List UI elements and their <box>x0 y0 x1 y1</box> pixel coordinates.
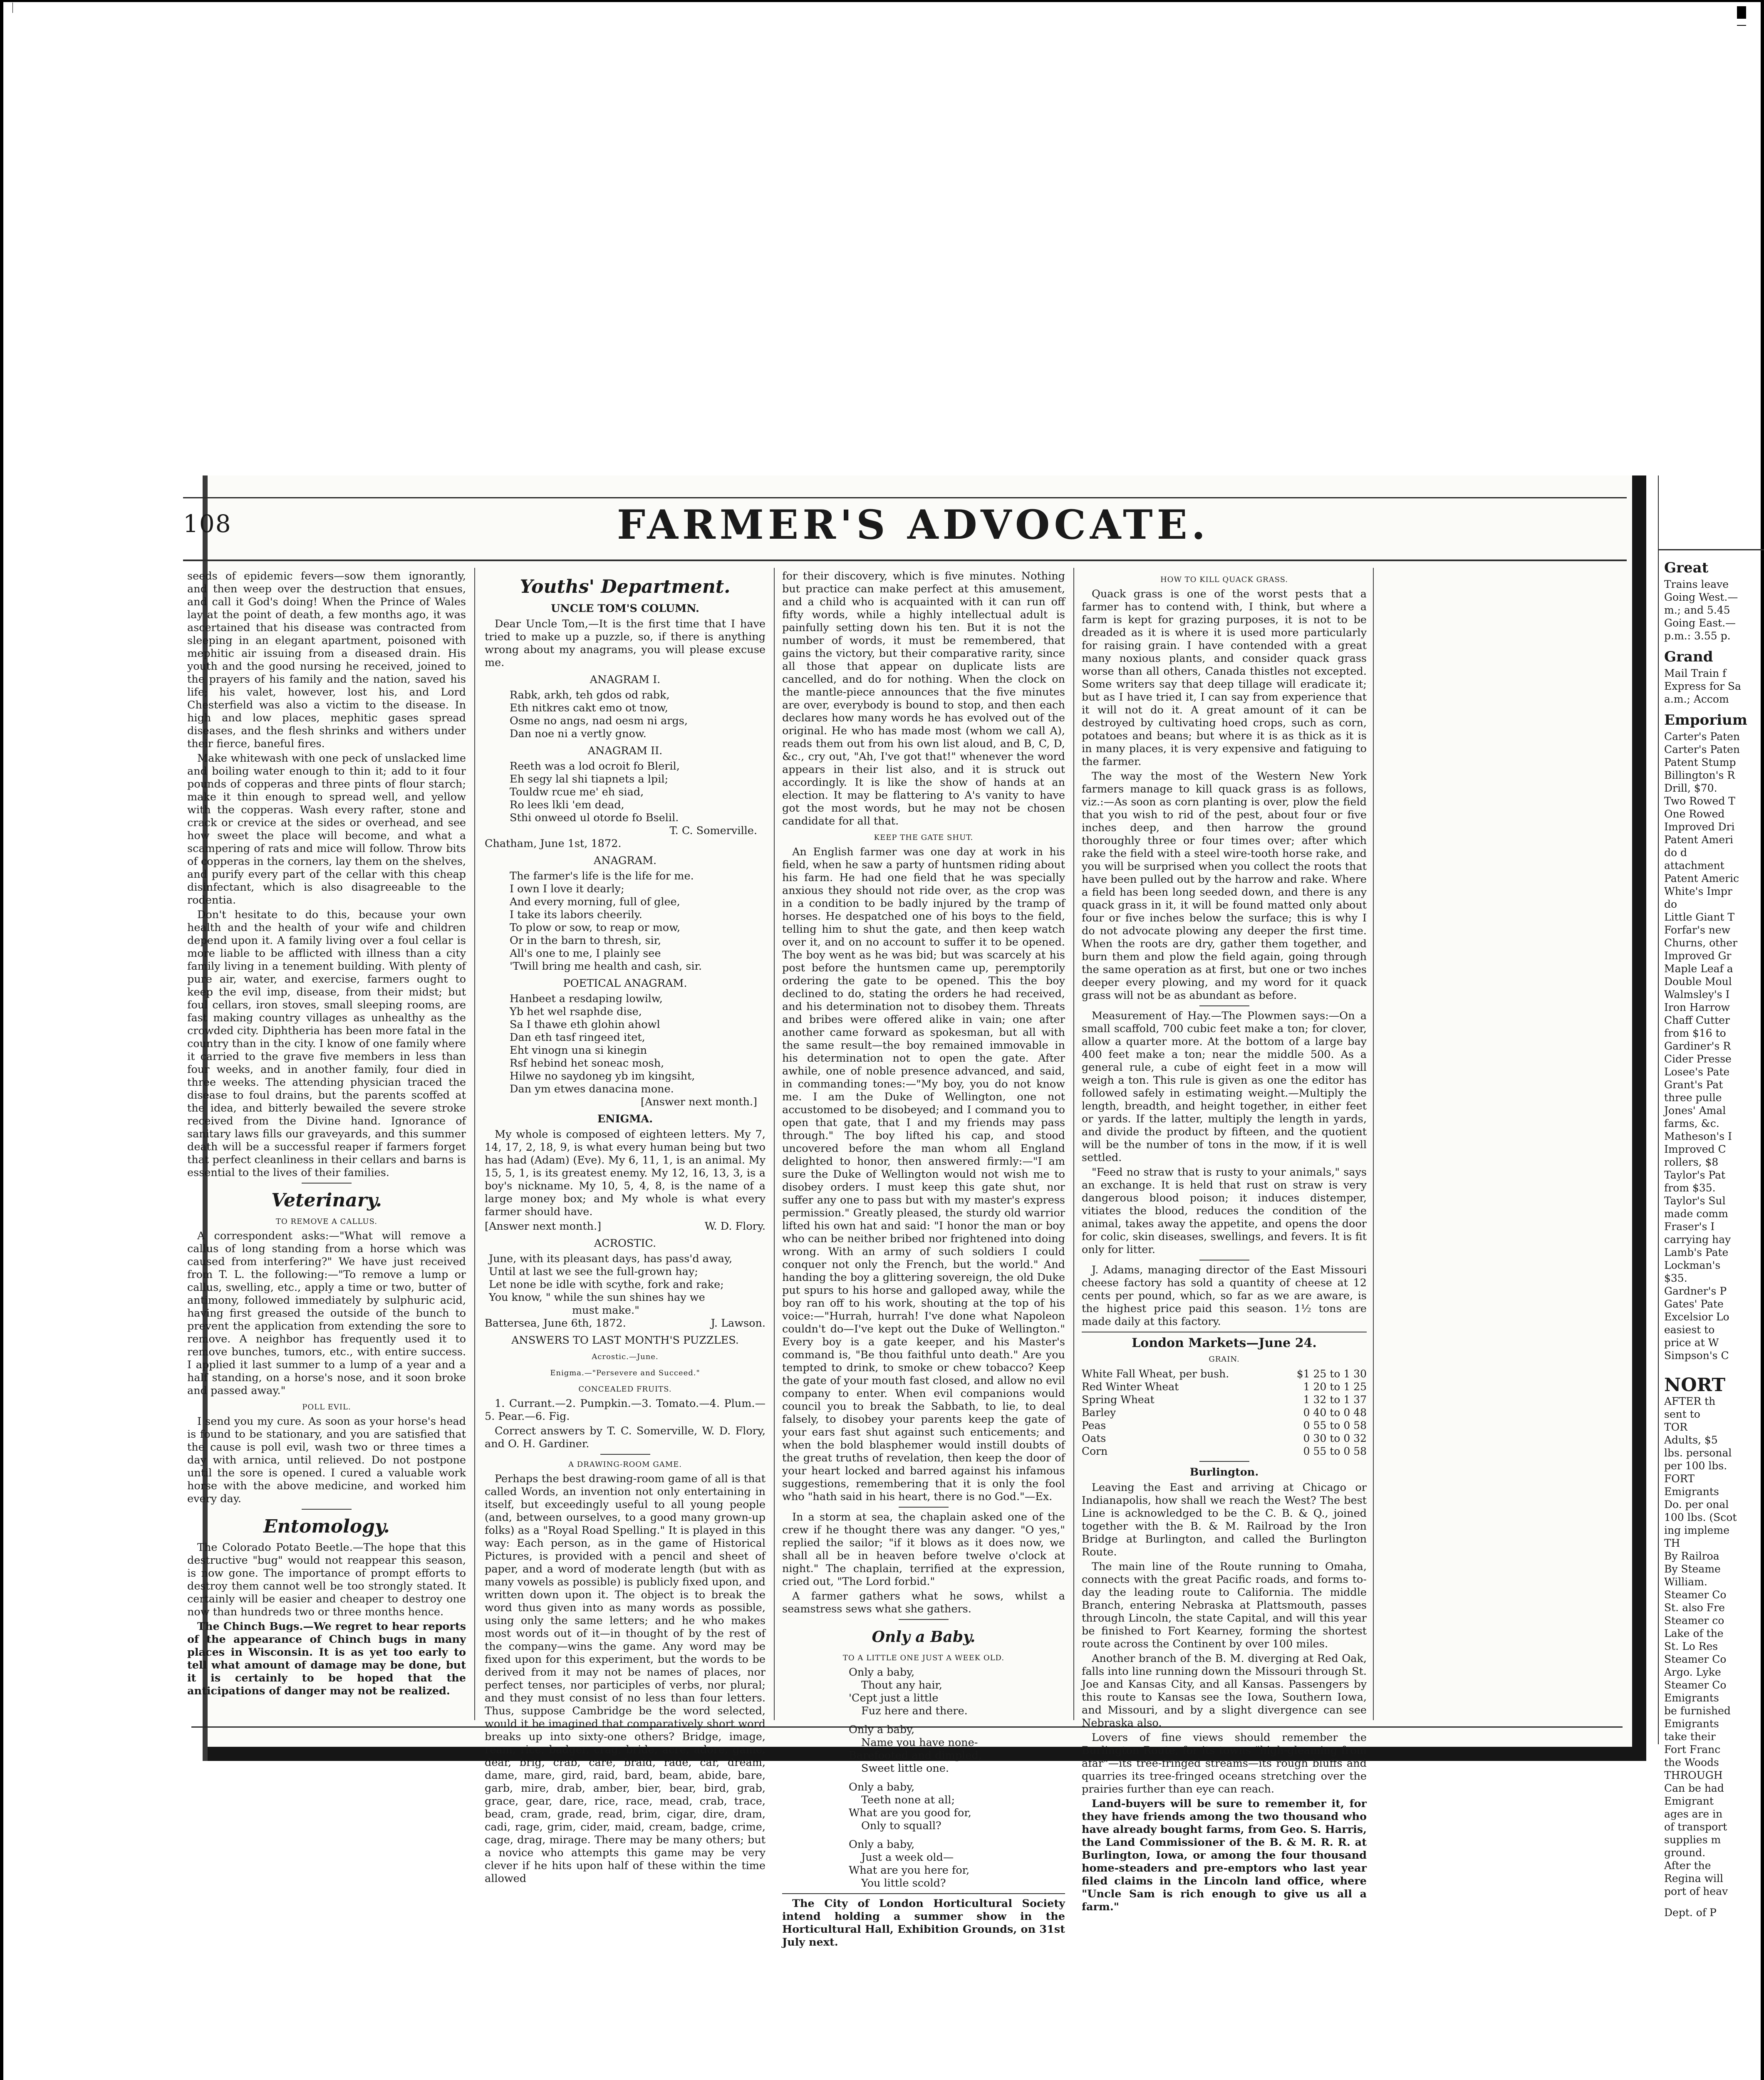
quack-grass-p2: The way the most of the Western New York farmers manage to kill quack grass is as follows, viz.:—As soon as corn planting is over, plow the field that you wish to rid of the pest, about four or five inches deep, and then harrow the ground thoroughly three or four times over; after which rake the field with a steel wire-tooth horse rake, and you will be surprised when you collect the roots that have been pulled out by the harrow and rake. Where a field has been long seeded down, and there is any quack grass in it, it will be found matted only about four or five inches below the surface; this is why I do not advocate plowing any deeper the first time. When the roots are dry, gather them together, and burn them and plow the field again, going through the same operation as at first, but one or two inches deeper every plowing, and my word for it quack grass will not be as abundant as before. <box>1082 770 1367 1002</box>
verse-line: Only a baby, <box>849 1723 915 1736</box>
keep-the-gate-shut-heading: KEEP THE GATE SHUT. <box>874 833 974 842</box>
fragment-line: Improved C <box>1664 1143 1726 1155</box>
fragment-line: p.m.: 3.55 p. <box>1664 630 1731 642</box>
market-prices-table <box>1082 1367 1367 1458</box>
fragment-line: Steamer Co <box>1664 1679 1727 1691</box>
burlington-p2: The main line of the Route running to Omaha, connects with the great Pacific roads, and forms to-day the leading route to California. The middle Branch, entering Nebraska at Plattsmouth, passes through Lincoln, the state Capital, and will this year be finished to Fort Kearney, forming the shortest route across the Continent by over 100 miles. <box>1082 1560 1367 1650</box>
fragment-line: St. also Fre <box>1664 1602 1725 1614</box>
verse-line: Reeth was a lod ocroit fo Bleril, <box>510 760 680 773</box>
acrostic <box>485 1253 766 1317</box>
registration-mark-top-right2 <box>1737 25 1746 26</box>
grain-heading: GRAIN. <box>1209 1355 1240 1364</box>
fragment-footer: Dept. of P <box>1664 1907 1717 1919</box>
answer-note: [Answer next month.] <box>485 1220 602 1233</box>
answer-enigma: Enigma.—"Persevere and Succeed." <box>550 1369 700 1377</box>
table-row <box>1082 1406 1367 1419</box>
enigma-signature <box>485 1220 766 1233</box>
verse-line: Barefooted and dimpled, <box>849 1749 982 1762</box>
fragment-line: Taylor's Pat <box>1664 1169 1726 1181</box>
concealed-fruits-answers: 1. Currant.—2. Pumpkin.—3. Tomato.—4. Plum.—5. Pear.—6. Fig. <box>485 1397 766 1423</box>
fragment-line: from $35. <box>1664 1182 1716 1194</box>
fragment-line: By Steame <box>1664 1563 1721 1575</box>
fragment-line: do d <box>1664 847 1687 859</box>
article-sanitation-p3: Don't hesitate to do this, because your own health and the health of your wife and children depend upon it. A family living over a foul cellar is more liable to be afflicted with illness than a city family living in a tenement building. With plenty of pure air, water, and exercise, farmers ought to keep the evil imp, disease, from their midst; but foul cellars, iron stoves, small sleeping rooms, are fast making country villages as unhealthy as the crowded city. Diphtheria has been more fatal in the country than in the city. I know of one family where it carried to the grave five members in less than four weeks, and in another family, four died in three weeks. The attending physician traced the disease to foul drains, but the parents scoffed at the idea, and bitterly bewailed the severe stroke received from the Divine hand. Ignorance of sanitary laws fills our graveyards, and this summer death will be a successful reaper if farmers forget that perfect cleanliness in their cellars and barns is essential to the lives of their families. <box>187 909 466 1179</box>
fragment-line: William. <box>1664 1576 1707 1588</box>
facing-heading: Emporium <box>1664 712 1747 728</box>
entomology-heading: Entomology. <box>263 1516 390 1537</box>
fragment-line: Emigrant <box>1664 1795 1714 1807</box>
market-price: 0 55 to 0 58 <box>1303 1445 1367 1457</box>
column-3 <box>782 570 1065 1949</box>
fragment-line: Fort Franc <box>1664 1743 1721 1756</box>
masthead-rule-top <box>183 497 1627 498</box>
fragment-line: THROUGH <box>1664 1769 1723 1781</box>
fragment-line: By Railroa <box>1664 1550 1719 1562</box>
fragment-line: Cider Presse <box>1664 1053 1732 1065</box>
verse-line: Teeth none at all; <box>861 1794 955 1806</box>
correct-answers: Correct answers by T. C. Somerville, W. D. Flory, and O. H. Gardiner. <box>485 1425 766 1450</box>
signature: J. Lawson. <box>711 1317 766 1330</box>
fragment-line: supplies m <box>1664 1834 1721 1846</box>
fragment-line: Iron Harrow <box>1664 1001 1730 1013</box>
burlington-p5: Land-buyers will be sure to remember it, for they have friends among the two thousand who have already bought farms, from Geo. S. Harris, the Land Commissioner of the B. & M. R. R. at Burlington, Iowa, or among the four thousand home-steaders and pre-emptors who last year filed claims in the Lincoln land office, where "Uncle Sam is rich enough to give us all a farm." <box>1082 1798 1367 1913</box>
fragment-line: Jones' Amal <box>1664 1104 1726 1117</box>
verse-line: Only a baby, <box>849 1666 915 1679</box>
verse-line: Just a week old— <box>861 1851 954 1864</box>
fragment-line: m.; and 5.45 <box>1664 604 1730 616</box>
burlington-p3: Another branch of the B. M. diverging at Red Oak, falls into line running down the Missouri through St. Joe and Kansas City, and all Kansas. Passengers by this route to Kansas see the Iowa, Southern Iowa, and Missouri, and by a slight divergence can see Nebraska also. <box>1082 1652 1367 1729</box>
rusty-straw: "Feed no straw that is rusty to your animals," says an exchange. It is held that rust on straw is very dangerous blood poison; it induces distemper, vitiates the blood, reduces the condition of the animal, takes away the appetite, and opens the door for colic, skin diseases, swellings, and fevers. It is fit only for litter. <box>1082 1166 1367 1256</box>
puzzle-intro: Dear Uncle Tom,—It is the first time that I have tried to make up a puzzle, so, if there is anything wrong about my anagrams, you will please excuse me. <box>485 618 766 669</box>
only-a-baby-subheading: TO A LITTLE ONE JUST A WEEK OLD. <box>842 1654 1005 1662</box>
verse-line: I take its labors cheerily. <box>510 909 642 921</box>
fragment-line: Forfar's new <box>1664 924 1731 936</box>
fragment-line: attachment <box>1664 859 1724 872</box>
veterinary-heading: Veterinary. <box>271 1190 382 1211</box>
fragment-line: Carter's Paten <box>1664 743 1740 755</box>
keep-the-gate-shut-text: An English farmer was one day at work in his field, when he saw a party of huntsmen riding about his farm. He had one field that he was specially anxious they should not ride over, as the crop was in a condition to be badly injured by the tramp of horses. He despatched one of his boys to the field, telling him to shut the gate, and then keep watch over it, and on no account to suffer it to be opened. The boy went as he was bid; but was scarcely at his post before the huntsmen came up, peremptorily ordering the gate to be opened. This the boy declined to do, stating the orders he had received, and his determination not to disobey them. Threats and bribes were offered alike in vain; one after another came forward as spokesman, but all with the same result—the boy remained immovable in his determination not to open the gate. After awhile, one of noble presence advanced, and said, in commanding tones:—"My boy, you do not know me. I am the Duke of Wellington, one not accustomed to be disobeyed; and I command you to open that gate, that I and my friends may pass through." The boy lifted his cap, and stood uncovered before the man whom all England delighted to honor, then answered firmly:—"I am sure the Duke of Wellington would not wish me to disobey orders. I must keep this gate shut, nor suffer any one to pass but with my master's express permission." Greatly pleased, the sturdy old warrior lifted his own hat and said: "I honor the man or boy who can be neither bribed nor frightened into doing wrong. With an army of such soldiers I could conquer not only the French, but the world." And handing the boy a glittering sovereign, the old Duke put spurs to his horse and galloped away, while the boy ran off to his work, shouting at the top of his voice:—"Hurrah, hurrah! I've done what Napoleon couldn't do—I've kept out the Duke of Wellington." Every boy is a gate keeper, and his Master's command is, "Be thou faithful unto death." Are you tempted to drink, to smoke or chew tobacco? Keep the gate of your mouth fast closed, and allow no evil company to enter. When evil companions would council you to break the Sabbath, to lie, to deal falsely, to disobey your parents keep the gate of your ears fast shut against such enticements; and when the bold blasphemer would instill doubts of the great truths of revelation, then keep the door of your heart locked and barred against his infamous suggestions, remembering that it is only the fool who "hath said in his heart, there is no God."—Ex. <box>782 846 1065 1503</box>
drawing-room-game-text: Perhaps the best drawing-room game of all is that called Words, an invention not only entertaining in itself, but exceedingly useful to all young people (and, between ourselves, to a good many grown-up folks) as a "Royal Road Spelling." It is played in this way: Each person, as in the game of Historical Pictures, is provided with a pencil and sheet of paper, and a word of moderate length (but with as many vowels as possible) is publicly fixed upon, and written down upon it. The object is to break the word thus given into as many words as possible, using only the same letters; and he who makes most words out of it—in thought of by the rest of the company—wins the game. Any word may be fixed upon for this experiment, but the words to be derived from it may not be names of places, nor perfect tenses, nor participles of verbs, nor plural; and they must consist of no less than four letters. Thus, suppose Cambridge be the word selected, would it be imagined that comparatively short word breaks up into sixty-one others? Bridge, image, ream, rice, badger, crag, bride, acre, adore, game, dear, brig, crab, care, braid, rade, car, dream, dame, mare, gird, raid, bard, beam, abide, bare, garb, mire, drab, amber, bier, bear, bird, grab, grace, gear, dare, rice, race, mead, crab, trace, bead, cram, grade, read, brim, cigar, dire, dram, cadi, rage, grim, cider, maid, cream, badge, crime, cage, drag, mirage. There may be many others; but a novice who attempts this game may be very clever if he hits upon half of these within the time allowed <box>485 1473 766 1885</box>
enigma-heading: ENIGMA. <box>597 1113 653 1125</box>
fragment-line: port of heav <box>1664 1885 1728 1897</box>
fragment-line: Maple Leaf a <box>1664 963 1733 975</box>
fragment-line: Patent Americ <box>1664 872 1739 884</box>
verse-spacer <box>849 1775 1065 1781</box>
fragment-line: Mail Train f <box>1664 667 1727 679</box>
fragment-line: Gardiner's R <box>1664 1040 1731 1052</box>
fragment-line: Taylor's Sul <box>1664 1195 1726 1207</box>
anagram-3 <box>485 870 766 973</box>
drawing-room-game-heading: A DRAWING-ROOM GAME. <box>568 1460 682 1469</box>
verse-line: Sweet little one. <box>861 1762 949 1775</box>
fragment-line: Two Rowed T <box>1664 795 1735 807</box>
fragment-line: Improved Gr <box>1664 950 1732 962</box>
fragment-line: Matheson's I <box>1664 1130 1732 1142</box>
facing-page-top-rule <box>1658 549 1764 550</box>
fragment-line: Steamer Co <box>1664 1653 1727 1665</box>
market-item: Oats <box>1082 1432 1106 1444</box>
london-markets-heading: London Markets—June 24. <box>1132 1336 1317 1350</box>
separator <box>600 1454 650 1455</box>
fragment-line: Losee's Pate <box>1664 1066 1730 1078</box>
fragment-line: Walmsley's I <box>1664 988 1730 1000</box>
verse-line: Hilwe no saydoneg yb im kingsiht, <box>510 1070 695 1082</box>
table-row <box>1082 1367 1367 1380</box>
fragment-line: Lamb's Pate <box>1664 1246 1729 1258</box>
column-2 <box>485 570 766 1885</box>
fragment-line: rollers, $8 <box>1664 1156 1719 1168</box>
verse-line: Dan noe ni a vertly gnow. <box>510 728 647 740</box>
separator <box>782 1893 1065 1894</box>
signature: T. C. Somerville. <box>669 825 757 837</box>
verse-line: Sa I thawe eth glohin ahowl <box>510 1018 660 1031</box>
fragment-line: Excelsior Lo <box>1664 1311 1729 1323</box>
verse-line: Yb het wel rsaphde dise, <box>510 1005 642 1018</box>
separator <box>899 1619 949 1620</box>
fragment-line: ages are in <box>1664 1808 1723 1820</box>
anagram-1-heading: ANAGRAM I. <box>590 674 661 686</box>
fragment-line: take their <box>1664 1731 1716 1743</box>
verse-line: Osme no angs, nad oesm ni args, <box>510 715 688 727</box>
callus-text: A correspondent asks:—"What will remove a callus of long standing from a horse which was caused from interfering?" We have just received from T. L. the following:—"To remove a lump or callus, swelling, etc., apply a time or two, butter of antimony, followed immediately by sulphuric acid, having first greased the outside of the bunch to prevent the application from extending the sore to remove. A neighbor has frequently used it to remove bunches, tumors, etc., with entire success. I applied it last summer to a lump of a year and a half standing, on a horse's nose, and it soon broke and passed away." <box>187 1230 466 1397</box>
facing-heading: Great <box>1664 560 1709 576</box>
verse-line: All's one to me, I plainly see <box>510 947 661 960</box>
fragment-line: Gates' Pate <box>1664 1298 1724 1310</box>
column-divider-3 <box>1073 568 1074 1720</box>
fragment-line: Going East.— <box>1664 617 1736 629</box>
separator <box>1199 1005 1249 1006</box>
verse-line: Only a baby, <box>849 1781 915 1793</box>
separator <box>899 1507 949 1508</box>
fragment-line: Patent Ameri <box>1664 834 1734 846</box>
verse-line: Eth nitkres cakt emo ot tnow, <box>510 702 668 714</box>
verse-line: Let none be idle with scythe, fork and rake; <box>489 1278 724 1291</box>
table-row <box>1082 1393 1367 1406</box>
fragment-line: Steamer Co <box>1664 1589 1727 1601</box>
fragment-line: ing impleme <box>1664 1524 1730 1536</box>
article-sanitation-p1: seeds of epidemic fevers—sow them ignorantly, and then weep over the destruction that ensues, and call it God's doing! When the Prince of Wales lay at the point of death, a few months ago, it was ascertained that his disease was contracted from sleeping in an elegant apartment, poisoned with mephitic air issuing from a diseased drain. His youth and the good nursing he received, joined to the prayers of his family and the nation, saved his life; his valet, however, lost his, and Lord Chesterfield was also a victim to the disease. In high and low places, mephitic gases spread diseases, and the flesh shrinks and withers under their fierce, baneful fires. <box>187 570 466 750</box>
verse-line: Touldw rcue me' eh siad, <box>510 786 644 798</box>
acrostic-heading: ACROSTIC. <box>594 1237 657 1250</box>
fragment-line: of transport <box>1664 1821 1727 1833</box>
article-sanitation-p2: Make whitewash with one peck of unslacked lime and boiling water enough to thin it; add to it four pounds of copperas and three pints of flour starch; make it thin enough to spread well, and yellow with the copperas. Wash every rafter, stone and crack or crevice at the sides or overhead, and see how sweet the place will become, and what a scampering of rats and mice will follow. Throw bits of copperas in the corners, lay them on the shelves, and purify every part of the cellar with this cheap disinfectant, which is also disagreeable to the rodentia. <box>187 752 466 906</box>
column-divider-4 <box>1373 568 1374 1720</box>
potato-beetle-text: The Colorado Potato Beetle.—The hope that this destructive "bug" would not reappear this season, is now gone. The importance of prompt efforts to destroy them cannot well be too strongly stated. It certainly will be easier and cheaper to destroy one now than hundreds two or three months hence. <box>187 1541 466 1618</box>
fragment-line: St. Lo Res <box>1664 1640 1718 1652</box>
verse-line: must make." <box>572 1304 639 1317</box>
fragment-line: AFTER th <box>1664 1395 1716 1407</box>
quack-grass-p1: Quack grass is one of the worst pests that a farmer has to contend with, I think, but where a farm is kept for grazing purposes, it is not to be dreaded as it is where it is used more particularly for raising grain. I have contended with a great many noxious plants, and consider quack grass worse than all others, Canada thistles not excepted. Some writers say that deep tillage will eradicate it; but as I have tried it, I can say from experience that it will not do it. A great amount of it can be destroyed by cultivating hoed crops, such as corn, potatoes and beans; but where it is as thick as it is in many places, it is very expensive and fatiguing to the farmer. <box>1082 588 1367 768</box>
fragment-line: from $16 to <box>1664 1027 1726 1039</box>
market-price: 1 32 to 1 37 <box>1303 1394 1367 1406</box>
poetical-anagram <box>485 993 766 1096</box>
fragment-line: Gardner's P <box>1664 1285 1727 1297</box>
farmer-seamstress-quip: A farmer gathers what he sows, whilst a seamstress sews what she gathers. <box>782 1590 1065 1615</box>
separator <box>302 1183 352 1184</box>
market-item: White Fall Wheat, per bush. <box>1082 1368 1229 1380</box>
market-item: Spring Wheat <box>1082 1394 1155 1406</box>
fragment-line: Regina will <box>1664 1872 1723 1884</box>
fragment-line: price at W <box>1664 1337 1719 1349</box>
verse-line: You little scold? <box>861 1877 946 1889</box>
fragment-line: do <box>1664 898 1677 910</box>
fragment-line: Grant's Pat <box>1664 1079 1723 1091</box>
separator <box>1199 1461 1249 1462</box>
chinch-bug-text: The Chinch Bugs.—We regret to hear reports of the appearance of Chinch bugs in many places in Wisconsin. It is as yet too early to tell what amount of damage may be done, but it is certainly to be hoped that the anticipations of danger may not be realized. <box>187 1620 466 1697</box>
column-1 <box>187 570 466 1722</box>
verse-line: Eh segy lal shi tiapnets a lpil; <box>510 773 669 785</box>
poll-evil-text: I send you my cure. As soon as your horse's head is found to be stationary, and you are satisfied that the cause is poll evil, wash two or three times a day with arnica, until relieved. Do not postpone until the sore is opened. I cured a valuable work horse with the above medicine, and worked him every day. <box>187 1415 466 1505</box>
verse-line: Only to squall? <box>861 1820 941 1832</box>
verse-line: You know, " while the sun shines hay we <box>489 1291 705 1304</box>
callus-heading: TO REMOVE A CALLUS. <box>276 1217 377 1226</box>
column-divider-1 <box>474 568 475 1720</box>
answer-acrostic: Acrostic.—June. <box>592 1352 659 1361</box>
verse-line: 'Twill bring me health and cash, sir. <box>510 960 702 973</box>
verse-line: Sthi onweed ul otorde fo Bselil. <box>510 812 679 824</box>
fragment-line: lbs. personal <box>1664 1447 1732 1459</box>
uncle-toms-column-heading: UNCLE TOM'S COLUMN. <box>551 602 699 615</box>
fragment-line: Going West.— <box>1664 591 1738 603</box>
facing-heading: NORT <box>1664 1374 1726 1396</box>
fragment-line: Lockman's <box>1664 1259 1721 1271</box>
verse-spacer <box>849 1718 1065 1723</box>
acrostic-signature <box>485 1317 766 1330</box>
registration-mark-top-right <box>1737 6 1746 19</box>
fragment-line: Billington's R <box>1664 769 1735 781</box>
table-row <box>1082 1432 1367 1445</box>
verse-line: What are you here for, <box>849 1864 970 1877</box>
verse-line: I own I love it dearly; <box>510 883 624 895</box>
cheese-factory-note: J. Adams, managing director of the East Missouri cheese factory has sold a quantity of cheese at 12 cents per pound, which, so far as we are aware, is the highest price paid this season. 1½ tons are made daily at this factory. <box>1082 1264 1367 1328</box>
market-price: 0 30 to 0 32 <box>1303 1432 1367 1444</box>
registration-mark-top-left <box>12 2 13 13</box>
fragment-line: Adults, $5 <box>1664 1434 1718 1446</box>
verse-spacer <box>849 1832 1065 1838</box>
measurement-of-hay: Measurement of Hay.—The Plowmen says:—On a small scaffold, 700 cubic feet make a ton; for clover, allow a quarter more. At the bottom of a large bay 400 feet make a ton; near the middle 500. As a general rule, a cube of eight feet in a mow will weigh a ton. This rule is given as one the editor has followed safely in estimating weight.—Multiply the length, breadth, and height together, in either feet or yards. If the latter, multiply the length in yards, and divide the product by fifteen, and the quotient will be the number of tons in the mow, if it is well settled. <box>1082 1010 1367 1164</box>
anagram-3-heading: ANAGRAM. <box>593 854 657 867</box>
fragment-line: Chaff Cutter <box>1664 1014 1730 1026</box>
verse-line: Rabk, arkh, teh gdos od rabk, <box>510 689 670 701</box>
verse-line: To plow or sow, to reap or mow, <box>510 921 681 934</box>
fragment-line: Patent Stump <box>1664 756 1736 768</box>
fragment-line: ground. <box>1664 1847 1706 1859</box>
fragment-line: TH <box>1664 1537 1680 1549</box>
market-price: 0 40 to 0 48 <box>1303 1406 1367 1419</box>
verse-line: And every morning, full of glee, <box>510 896 680 908</box>
fragment-line: Do. per onal <box>1664 1498 1729 1510</box>
fragment-line: TOR <box>1664 1421 1687 1433</box>
fragment-line: Double Moul <box>1664 976 1732 988</box>
market-item: Peas <box>1082 1419 1106 1431</box>
verse-line: Until at last we see the full-grown hay; <box>489 1265 698 1278</box>
fragment-line: Drill, $70. <box>1664 782 1717 794</box>
quack-grass-heading: HOW TO KILL QUACK GRASS. <box>1160 575 1288 584</box>
verse-line: June, with its pleasant days, has pass'd away, <box>489 1253 733 1265</box>
fragment-line: Emigrants <box>1664 1486 1719 1498</box>
facing-page-column <box>1664 553 1764 1919</box>
dateline: Chatham, June 1st, 1872. <box>485 837 622 850</box>
poetical-anagram-heading: POETICAL ANAGRAM. <box>563 977 687 990</box>
fragment-line: After the <box>1664 1860 1711 1872</box>
fragment-line: sent to <box>1664 1408 1700 1420</box>
fragment-line: carrying hay <box>1664 1233 1731 1246</box>
fragment-line: Can be had <box>1664 1782 1724 1794</box>
horticultural-notice: The City of London Horticultural Society intend holding a summer show in the Horticultural Hall, Exhibition Grounds, on 31st July next. <box>782 1897 1065 1949</box>
page-number: 108 <box>183 510 232 538</box>
emporium-list <box>1664 730 1764 1362</box>
fragment-line: Trains leave <box>1664 578 1729 590</box>
answers-heading: ANSWERS TO LAST MONTH'S PUZZLES. <box>511 1334 739 1347</box>
fragment-line: Express for Sa <box>1664 680 1741 692</box>
fragment-line: three pulle <box>1664 1092 1722 1104</box>
fragment-line: Simpson's C <box>1664 1350 1729 1362</box>
fragment-line: One Rowed <box>1664 808 1725 820</box>
fragment-line: Argo. Lyke <box>1664 1666 1721 1678</box>
verse-line: Name you have none- <box>861 1736 978 1749</box>
chaplain-anecdote: In a storm at sea, the chaplain asked one of the crew if he thought there was any danger. "O yes," replied the sailor; "if it blows as it does now, we shall all be in heaven before twelve o'clock at night." The chaplain, terrified at the expression, cried out, "The Lord forbid." <box>782 1511 1065 1588</box>
separator <box>302 1509 352 1510</box>
fragment-line: Lake of the <box>1664 1627 1724 1639</box>
verse-line: Eht vinogn una si kinegin <box>510 1044 647 1057</box>
anagram-2-heading: ANAGRAM II. <box>587 745 663 757</box>
verse-line: 'Cept just a little <box>849 1692 939 1704</box>
scan-border-left <box>0 0 3 2080</box>
dateline: Battersea, June 6th, 1872. <box>485 1317 626 1330</box>
table-row <box>1082 1380 1367 1393</box>
anagram-2 <box>485 760 766 825</box>
concealed-fruits-heading: CONCEALED FRUITS. <box>578 1385 672 1394</box>
market-item: Barley <box>1082 1406 1116 1419</box>
column-divider-2 <box>774 568 775 1720</box>
fragment-line: a.m.; Accom <box>1664 693 1729 705</box>
fragment-line: Carter's Paten <box>1664 730 1740 743</box>
fragment-line: farms, &c. <box>1664 1117 1719 1129</box>
market-price: 0 55 to 0 58 <box>1303 1419 1367 1431</box>
enigma-text: My whole is composed of eighteen letters. My 7, 14, 17, 2, 18, 9, is what every human being but two has had (Adam) (Eve). My 6, 11, 1, is an animal. My 15, 5, 1, is its greatest enemy. My 12, 16, 13, 3, is a boy's nickname. My 10, 5, 4, 8, is the name of a large money box; and My whole is what every farmer should have. <box>485 1128 766 1218</box>
verse-line: Fuz here and there. <box>861 1705 968 1717</box>
verse-line: Only a baby, <box>849 1838 915 1851</box>
verse-line: Ro lees lkli 'em dead, <box>510 799 624 811</box>
fragment-line: Improved Dri <box>1664 821 1735 833</box>
fragment-line: Emigrants <box>1664 1692 1719 1704</box>
verse-line: What are you good for, <box>849 1807 971 1819</box>
answer-note: [Answer next month.] <box>640 1096 757 1108</box>
fragment-line: $35. <box>1664 1272 1687 1284</box>
fragment-line: Fraser's I <box>1664 1221 1715 1233</box>
fragment-line: Steamer co <box>1664 1614 1724 1627</box>
fragment-line: Churns, other <box>1664 937 1738 949</box>
only-a-baby-heading: Only a Baby. <box>872 1628 976 1646</box>
scan-border-top <box>0 0 1764 2</box>
market-item: Corn <box>1082 1445 1108 1457</box>
only-a-baby-poem <box>782 1666 1065 1890</box>
fragment-line: Little Giant T <box>1664 911 1735 923</box>
fragment-line: easiest to <box>1664 1324 1715 1336</box>
market-price: 1 20 to 1 25 <box>1303 1381 1367 1393</box>
nort-list <box>1664 1395 1764 1898</box>
masthead-rule-bottom <box>183 560 1627 561</box>
verse-line: Hanbeet a resdaping lowilw, <box>510 993 663 1005</box>
verse-line: Thout any hair, <box>861 1679 942 1691</box>
fragment-line: made comm <box>1664 1208 1728 1220</box>
poll-evil-heading: POLL EVIL. <box>302 1403 351 1411</box>
market-price: $1 25 to 1 30 <box>1296 1368 1367 1380</box>
facing-heading: Grand <box>1664 649 1713 665</box>
table-row <box>1082 1445 1367 1458</box>
fragment-line: 100 lbs. (Scot <box>1664 1511 1737 1523</box>
fragment-line: White's Impr <box>1664 885 1732 897</box>
game-continued: for their discovery, which is five minutes. Nothing but practice can make perfect at this amusement, and a child who is acquainted with it can run off fifty words, while a highly intellectual adult is painfully setting down his ten. But it is not the number of words, it must be remembered, that gains the victory, but their comparative rarity, since all those that appear on duplicate lists are cancelled, and do for nothing. When the clock on the mantle-piece announces that the five minutes are over, everybody is bound to stop, and then each declares how many words he has evolved out of the original. He who has made most (whom we call A), reads them out from his own list aloud, and B, C, D, &c., cry out, "Ah, I've got that!" whenever the word appears in their list also, and it is struck out accordingly. It is like the show of hands at an election. It may be flattering to A's vanity to have got the most words, but he may not be chosen candidate for all that. <box>782 570 1065 827</box>
youths-department-heading: Youths' Department. <box>520 576 731 597</box>
verse-line: Or in the barn to thresh, sir, <box>510 934 662 947</box>
fragment-line: the Woods <box>1664 1756 1719 1768</box>
verse-line: Dan ym etwes danacina mone. <box>510 1083 674 1095</box>
table-row <box>1082 1419 1367 1432</box>
burlington-p4: Lovers of fine views should remember the Burlington Route, for its towns "high-gleaming from afar"—its tree-fringed streams—its rough bluffs and quarries its tree-fringed oceans stretching over the prairies further than eye can reach. <box>1082 1731 1367 1795</box>
anagram-1 <box>485 689 766 740</box>
signature: W. D. Flory. <box>704 1220 766 1233</box>
burlington-heading: Burlington. <box>1189 1466 1259 1478</box>
verse-line: The farmer's life is the life for me. <box>510 870 694 882</box>
column-4 <box>1082 570 1367 1913</box>
fragment-line: per 100 lbs. <box>1664 1460 1727 1472</box>
facing-page-left-edge <box>1658 475 1659 1744</box>
verse-line: Dan eth tasf ringeed itet, <box>510 1031 645 1044</box>
fragment-line: Emigrants <box>1664 1718 1719 1730</box>
fragment-line: FORT <box>1664 1473 1695 1485</box>
verse-line: Rsf hebind het soneac mosh, <box>510 1057 664 1070</box>
fragment-line: be furnished <box>1664 1705 1731 1717</box>
masthead-title: FARMER'S ADVOCATE. <box>617 501 1210 548</box>
market-item: Red Winter Wheat <box>1082 1381 1179 1393</box>
burlington-p1: Leaving the East and arriving at Chicago or Indianapolis, how shall we reach the West? The best Line is acknowledged to be the C. B. & Q., joined together with the B. & M. Railroad by the Iron Bridge at Burlington, and called the Burlington Route. <box>1082 1481 1367 1558</box>
